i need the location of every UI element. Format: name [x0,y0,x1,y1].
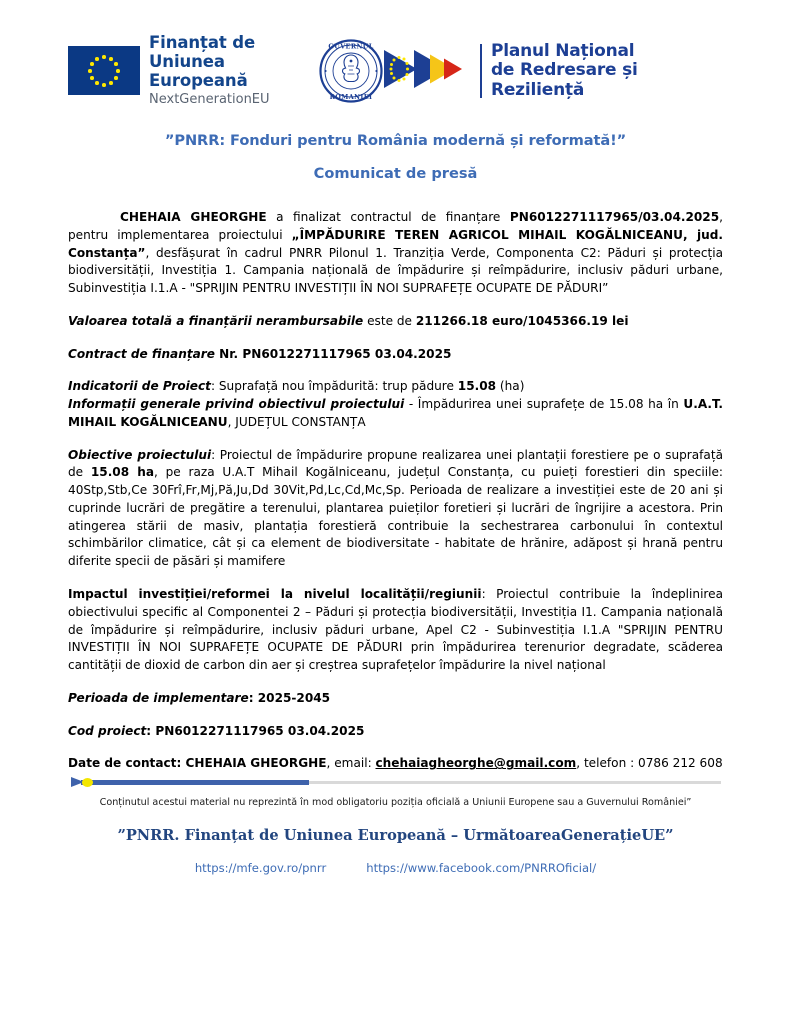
paragraph-total-value [68,313,723,331]
eu-logo-text [149,34,319,107]
total-value-text: este de [363,313,416,328]
eu-star-icon [114,62,118,66]
footer-disclaimer: Conținutul acestui material nu reprezintă în mod obligatoriu poziția oficială a Uniunii Europene sau a Guvernului României” [99,797,692,808]
general-info-uat: U.A.T. MIHAIL KOGĂLNICEANU [68,397,724,429]
pnrr-logo-text [491,42,723,101]
footer-slogan: ”PNRR. Finanțat de Uniunea Europeană – UrmătoareaGenerațieUE” [117,827,674,844]
project-code-label: Cod proiect [68,723,147,738]
footer-link-facebook[interactable]: https://www.facebook.com/PNRROficial/ [366,861,597,875]
beneficiary-name: CHEHAIA GHEORGHE [120,210,267,224]
eu-star-icon [88,69,92,73]
contact-email-link[interactable]: chehaiagheorghe@gmail.com [375,756,577,771]
eu-funding-logo [68,34,319,107]
intro-text-2: , pentru implementarea proiectului [68,210,723,242]
pnrr-arrows-icon [383,46,471,96]
paragraph-objectives [68,447,723,571]
decorative-dot-icon [82,778,93,787]
paragraph-impact [68,586,723,675]
eu-logo-line3: NextGenerationEU [149,91,270,107]
financing-contract-value: Nr. PN6012271117965 03.04.2025 [214,346,452,361]
project-indicators-label: Indicatorii de Proiect [68,379,211,394]
total-value-label: Valoarea totală a finanțării nerambursabile [68,313,364,328]
government-of-romania-seal-icon [319,39,383,103]
objectives-text-2: , pe raza U.A.T Mihail Kogălniceanu, județul Constanța, cu puieți forestieri din speciile: 40Stp,Stb,Ce 30Frî,Fr,Mj,Pă,Ju,Dd 30Vit,Pd,Lc,Cd,Mc,Sp. Perioada de realizare a investiției este de 20 ani și cuprinde lucrări de pregătire a terenului, plantarea puieților foretieri și lucrări de îngrijire a acestora. Prin atingerea stării de masiv, plantația forestieră contribuie la sechestrarea carbonului în contextul schimbărilor climatice, cât și ca element de biodiversitate - habitate de hrănire, adăpost și hrană pentru diferite specii de păsări și mamifere [68,465,723,569]
implementation-period-value: : 2025-2045 [248,690,331,705]
eu-flag-icon [68,46,140,95]
pnrr-logo [383,42,723,101]
general-info-text: - Împădurirea unei suprafețe de 15.08 ha în [404,397,684,412]
intro-text-3: , desfășurat în cadrul PNRR Pilonul 1. Tranziția Verde, Componenta C2: Păduri și protecția biodiversității, Investiția 1. Campania națională de împădurire și reîmpădurire, inclusiv păduri urbane, Subinvestiția I.1.A - "SPRIJIN PENTRU INVESTIȚII ÎN NOI SUPRAFEȚE OCUPATE DE PĂDURI” [68,245,723,296]
general-info-label: Informații generale privind obiectivul proiectului [68,397,405,412]
paragraph-project-indicators [68,378,723,396]
pnrr-logo-line2: de Redresare și Reziliență [490,60,638,100]
document-footer [68,776,723,875]
eu-star-icon [116,69,120,73]
project-indicators-area: 15.08 [457,379,497,394]
impact-label: Impactul investiției/reformei la nivelul localității/regiunii [68,587,482,602]
general-info-county: , JUDEȚUL CONSTANȚA [227,414,366,429]
eu-star-icon [95,81,99,85]
eu-star-icon [109,81,113,85]
page-title: ”PNRR: Fonduri pentru România modernă și reformată!” [164,132,627,149]
logo-bar [68,0,723,110]
decorative-progress-bar [71,776,721,788]
eu-star-icon [102,55,106,59]
paragraph-general-info [68,396,723,432]
eu-logo-line2: Uniunea Europeană [149,52,248,90]
pnrr-logo-line1: Planul Național [490,40,635,61]
eu-star-icon [109,57,113,61]
eu-star-icon [90,76,94,80]
paragraph-contact [68,755,723,773]
eu-star-icon [114,76,118,80]
implementation-period-label: Perioada de implementare [68,690,249,705]
paragraph-project-code [68,723,723,741]
contact-name: CHEHAIA GHEORGHE [185,756,327,771]
svg-text:ROMANIEI: ROMANIEI [329,93,373,101]
page-subtitle: Comunicat de presă [313,165,478,182]
document-body [68,209,723,773]
contact-phone: , telefon : 0786 212 608 [576,756,723,771]
project-indicators-text: : Suprafață nou împădurită: trup pădure [210,379,458,394]
contact-email-prefix: , email: [326,756,376,771]
financing-contract-label: Contract de finanțare [68,346,215,361]
eu-star-icon [90,62,94,66]
project-code-value: : PN6012271117965 03.04.2025 [146,723,365,738]
total-value-amount: 211266.18 euro/1045366.19 lei [415,313,629,328]
project-indicators-unit: (ha) [496,379,525,394]
objectives-text-1: : Proiectul de împădurire propune realizarea unei plantații forestiere pe o suprafață de [68,447,723,480]
eu-star-icon [95,57,99,61]
objectives-label: Obiective proiectului [68,447,212,462]
footer-links [68,861,723,875]
objectives-area: 15.08 ha [90,465,155,480]
impact-text: : Proiectul contribuie la îndeplinirea obiectivului specific al Componentei 2 – Păduri și protecția biodiversității, Investiția I1. Campania națională de împădurire și reîmpădurire, inclusiv păduri urbane, Apel C2 - Subinvestiția I.1.A "SPRIJIN PENTRU INVESTIȚII ÎN NOI SUPRAFEȚE OCUPATE DE PĂDURI prin împădurirea terenurior degradate, scăderea cantității de dioxid de carbon din aer și creștrea suprafețelor împădurire la nivel național [68,587,723,673]
decorative-bar-fill [81,780,309,785]
project-name: „ÎMPĂDURIRE TEREN AGRICOL MIHAIL KOGĂLNICEANU, jud. Constanța” [68,227,723,260]
paragraph-intro [68,209,723,298]
pnrr-logo-divider [480,44,482,99]
title-block [68,132,723,182]
svg-text:GUVERNUL: GUVERNUL [328,42,374,51]
eu-star-icon [102,83,106,87]
contact-label: Date de contact: [68,756,186,771]
intro-text-1: a finalizat contractul de finanțare [266,210,510,224]
paragraph-implementation-period [68,690,723,708]
footer-link-mfe[interactable]: https://mfe.gov.ro/pnrr [194,861,327,875]
contract-number-inline: PN6012271117965/03.04.2025 [509,210,720,224]
eu-logo-line1: Finanțat de [149,33,256,53]
paragraph-financing-contract [68,346,723,364]
